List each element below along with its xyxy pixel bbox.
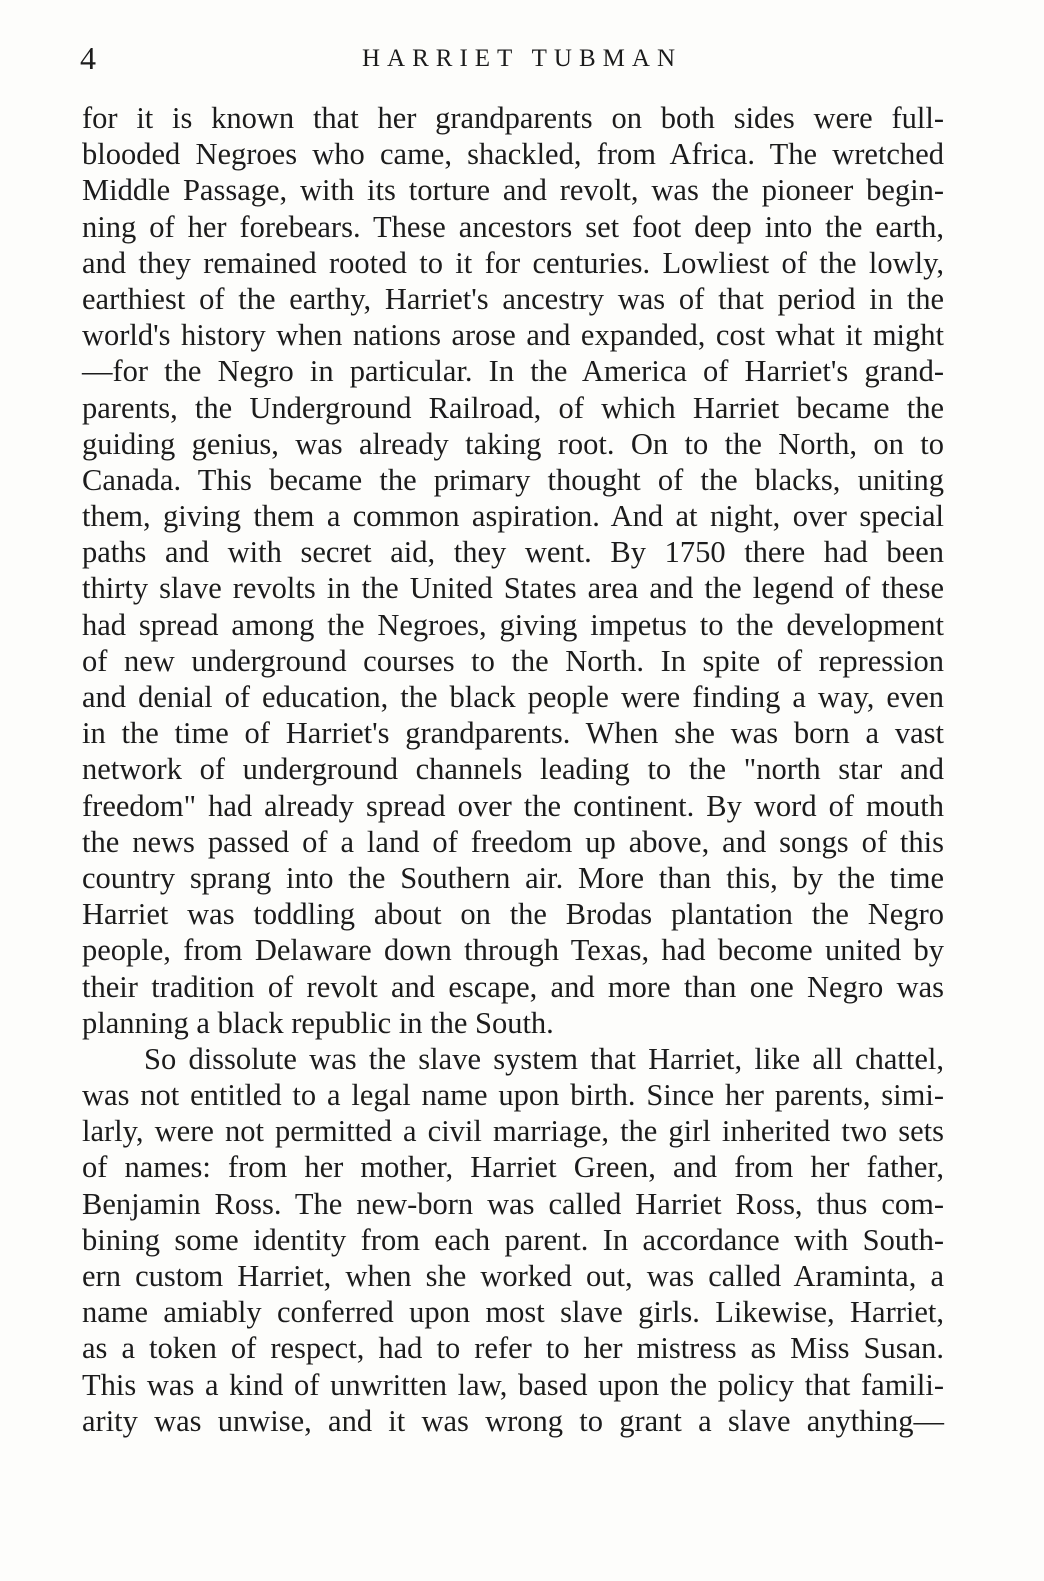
text-line: earthiest of the earthy, Harriet's ancestry was of that period in the bbox=[82, 281, 944, 316]
text-line: So dissolute was the slave system that Harriet, like all chattel, bbox=[144, 1041, 944, 1076]
running-title: HARRIET TUBMAN bbox=[361, 45, 682, 72]
text-line: freedom" had already spread over the continent. By word of mouth bbox=[82, 788, 944, 823]
text-line: name amiably conferred upon most slave girls. Likewise, Harriet, bbox=[82, 1295, 944, 1330]
text-line: guiding genius, was already taking root. On to the North, on to bbox=[82, 426, 944, 461]
text-line: Middle Passage, with its torture and revolt, was the pioneer begin- bbox=[82, 173, 944, 208]
text-line: paths and with secret aid, they went. By 1750 there had been bbox=[82, 535, 944, 570]
text-line: and denial of education, the black people were finding a way, even bbox=[82, 680, 944, 714]
text-line: them, giving them a common aspiration. And at night, over special bbox=[82, 499, 944, 534]
text-line: planning a black republic in the South. bbox=[82, 1005, 554, 1040]
text-line: and they remained rooted to it for centuries. Lowliest of the lowly, bbox=[82, 245, 944, 280]
text-line: ning of her forebears. These ancestors set foot deep into the earth, bbox=[82, 209, 944, 244]
text-line: arity was unwise, and it was wrong to grant a slave anything— bbox=[82, 1403, 944, 1438]
paragraph bbox=[82, 100, 944, 1041]
text-line: of names: from her mother, Harriet Green, and from her father, bbox=[82, 1150, 944, 1185]
text-line: country sprang into the Southern air. More than this, by the time bbox=[82, 860, 944, 895]
text-line: in the time of Harriet's grandparents. When she was born a vast bbox=[82, 716, 944, 751]
text-line: their tradition of revolt and escape, and more than one Negro was bbox=[82, 969, 944, 1004]
text-line: world's history when nations arose and expanded, cost what it might bbox=[82, 318, 944, 353]
text-line: people, from Delaware down through Texas, had become united by bbox=[82, 933, 944, 968]
text-line: blooded Negroes who came, shackled, from Africa. The wretched bbox=[82, 137, 944, 172]
text-line: This was a kind of unwritten law, based upon the policy that famili- bbox=[82, 1367, 944, 1402]
text-line: parents, the Underground Railroad, of which Harriet became the bbox=[82, 390, 944, 425]
text-line: larly, were not permitted a civil marriage, the girl inherited two sets bbox=[82, 1114, 944, 1149]
text-line: bining some identity from each parent. In accordance with South- bbox=[82, 1222, 944, 1257]
text-line: for it is known that her grandparents on both sides were full- bbox=[82, 101, 944, 135]
text-line: had spread among the Negroes, giving impetus to the development bbox=[82, 607, 944, 642]
paragraph bbox=[82, 1041, 944, 1439]
text-line: was not entitled to a legal name upon birth. Since her parents, simi- bbox=[82, 1078, 944, 1113]
text-line: of new underground courses to the North. In spite of repression bbox=[82, 643, 944, 678]
text-line: Benjamin Ross. The new-born was called Harriet Ross, thus com- bbox=[82, 1186, 944, 1221]
body-text bbox=[82, 100, 944, 1439]
text-line: Harriet was toddling about on the Brodas plantation the Negro bbox=[82, 897, 944, 932]
text-line: the news passed of a land of freedom up above, and songs of this bbox=[82, 824, 944, 859]
text-line: —for the Negro in particular. In the America of Harriet's grand- bbox=[82, 354, 944, 389]
text-line: ern custom Harriet, when she worked out, was called Araminta, a bbox=[82, 1259, 944, 1293]
text-line: thirty slave revolts in the United States area and the legend of these bbox=[82, 571, 944, 606]
text-line: network of underground channels leading to the "north star and bbox=[82, 752, 944, 787]
text-line: as a token of respect, had to refer to her mistress as Miss Susan. bbox=[82, 1331, 944, 1366]
text-line: Canada. This became the primary thought of the blacks, uniting bbox=[82, 462, 944, 497]
page-number: 4 bbox=[80, 40, 96, 76]
